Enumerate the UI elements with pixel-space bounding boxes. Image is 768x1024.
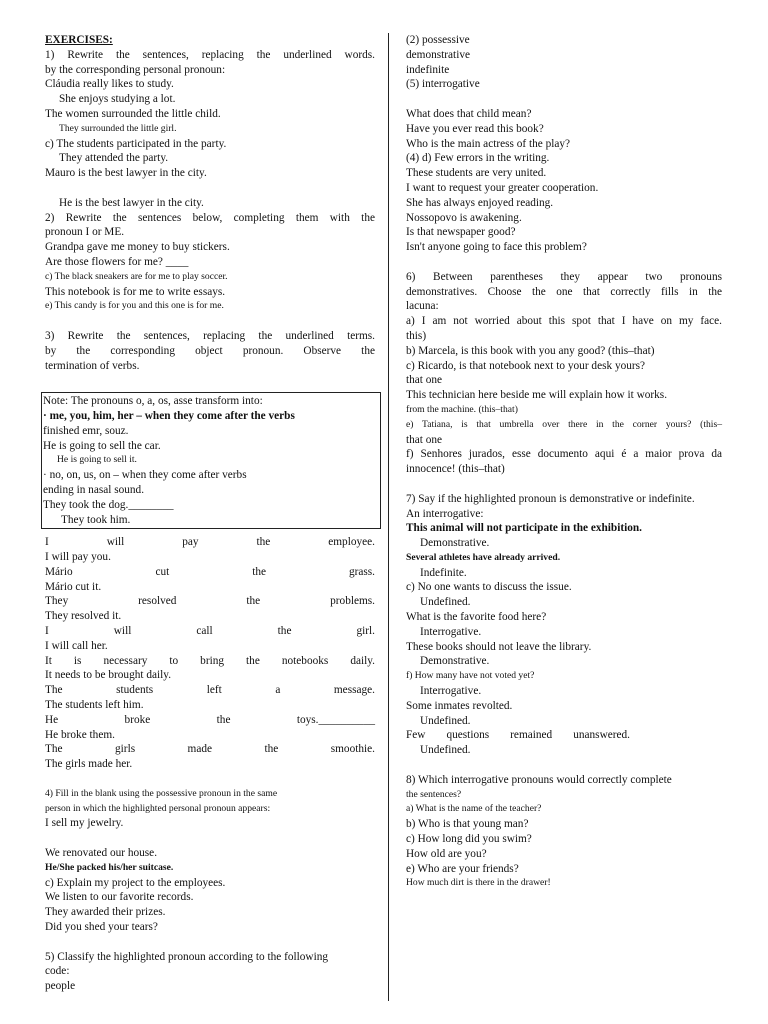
note-box	[41, 392, 381, 529]
text-line: Undefined.	[420, 744, 471, 757]
text-line: They attended the party.	[59, 152, 169, 165]
blank-line	[45, 314, 375, 329]
text-line: Undefined.	[420, 714, 471, 727]
text-line: The students left him.	[45, 699, 144, 712]
blank-line	[45, 831, 375, 846]
text-line: He is going to sell the car.	[43, 439, 161, 452]
text-line: Undefined.	[420, 596, 471, 609]
text-line: Are those flowers for me? ____	[45, 255, 189, 268]
text-line: Mário cut the grass.	[45, 565, 375, 578]
text-line: (5) interrogative	[406, 78, 480, 91]
text-line: innocence! (this–that)	[406, 463, 505, 476]
text-line: He is the best lawyer in the city.	[59, 196, 204, 209]
text-line: Note: The pronouns o, a, os, asse transform into:	[43, 395, 263, 408]
left-column	[45, 33, 375, 994]
text-line: The women surrounded the little child.	[45, 107, 221, 120]
text-line: e) This candy is for you and this one is for me.	[45, 300, 224, 312]
text-line: I will pay the employee.	[45, 536, 375, 549]
text-line: This animal will not participate in the exhibition.	[406, 522, 643, 535]
text-line: 7) Say if the highlighted pronoun is demonstrative or indefinite.	[406, 492, 695, 505]
column-divider	[388, 33, 389, 1001]
text-line: Interrogative.	[420, 685, 482, 698]
text-line: He broke them.	[45, 728, 115, 741]
text-line: 6) Between parentheses they appear two pronouns	[406, 270, 722, 283]
text-line: Nossopovo is awakening.	[406, 211, 522, 224]
text-line: These students are very united.	[406, 167, 547, 180]
text-line: f) Senhores jurados, esse documento aqui é a maior prova da	[406, 448, 722, 461]
text-line: 5) Classify the highlighted pronoun according to the following	[45, 950, 329, 963]
text-line: Isn't anyone going to face this problem?	[406, 241, 587, 254]
text-line: demonstrative	[406, 48, 470, 61]
text-line: c) How long did you swim?	[406, 833, 532, 846]
text-line: What does that child mean?	[406, 107, 532, 120]
text-line: person in which the highlighted personal pronoun appears:	[45, 802, 271, 814]
text-line: Mauro is the best lawyer in the city.	[45, 167, 207, 180]
text-line: These books should not leave the library.	[406, 640, 592, 653]
text-line: She has always enjoyed reading.	[406, 196, 554, 209]
text-line: code:	[45, 965, 70, 978]
text-line: c) Ricardo, is that notebook next to your desk yours?	[406, 359, 646, 372]
text-line: Cláudia really likes to study.	[45, 78, 174, 91]
text-line: that one	[406, 374, 443, 387]
text-line: 1) Rewrite the sentences, replacing the underlined words.	[45, 48, 375, 61]
text-line: The girls made the smoothie.	[45, 743, 375, 756]
blank-line	[406, 758, 722, 773]
text-line: Have you ever read this book?	[406, 122, 544, 135]
text-line: finished emr, souz.	[43, 424, 129, 437]
text-line: This notebook is for me to write essays.	[45, 285, 226, 298]
text-line: this)	[406, 329, 427, 342]
text-line: They took him.	[61, 513, 131, 526]
text-line: I will pay you.	[45, 551, 111, 564]
text-line: c) The students participated in the party.	[45, 137, 227, 150]
text-line: b) Marcela, is this book with you any good? (this–that)	[406, 344, 655, 357]
text-line: 8) Which interrogative pronouns would correctly complete	[406, 773, 672, 786]
text-line: 2) Rewrite the sentences below, completing them with the	[45, 211, 375, 224]
text-line: Did you shed your tears?	[45, 921, 158, 934]
text-line: ending in nasal sound.	[43, 483, 145, 496]
text-line: How much dirt is there in the drawer!	[406, 877, 551, 889]
text-line: 3) Rewrite the sentences, replacing the underlined terms.	[45, 329, 375, 342]
text-line: We listen to our favorite records.	[45, 891, 194, 904]
text-line: Is that newspaper good?	[406, 226, 516, 239]
text-line: It is necessary to bring the notebooks daily.	[45, 654, 375, 667]
text-line: It needs to be brought daily.	[45, 669, 172, 682]
text-line: by the corresponding object pronoun. Observe the	[45, 344, 375, 357]
blank-line	[45, 772, 375, 787]
text-line: b) Who is that young man?	[406, 818, 529, 831]
text-line: She enjoys studying a lot.	[59, 93, 176, 106]
text-line: Several athletes have already arrived.	[406, 551, 561, 563]
text-line: Demonstrative.	[420, 655, 490, 668]
text-line: I will call the girl.	[45, 625, 375, 638]
text-line: that one	[406, 433, 443, 446]
text-line: Few questions remained unanswered.	[406, 729, 630, 742]
text-line: e) Tatiana, is that umbrella over there in the corner yours? (this–	[406, 418, 722, 430]
text-line: · me, you, him, her – when they come after the verbs	[43, 409, 295, 422]
text-line: a) I am not worried about this spot that I have on my face.	[406, 315, 722, 328]
text-line: pronoun I or ME.	[45, 226, 125, 239]
text-line: An interrogative:	[406, 507, 484, 520]
text-line: What is the favorite food here?	[406, 611, 547, 624]
text-line: EXERCISES:	[45, 34, 113, 46]
text-line: Grandpa gave me money to buy stickers.	[45, 241, 230, 254]
text-line: lacuna:	[406, 300, 439, 313]
blank-line	[45, 935, 375, 950]
text-line: f) How many have not voted yet?	[406, 670, 535, 682]
text-line: 4) Fill in the blank using the possessive pronoun in the same	[45, 787, 278, 799]
text-line: Who is the main actress of the play?	[406, 137, 571, 150]
text-line: He/She packed his/her suitcase.	[45, 861, 174, 873]
text-line: They resolved the problems.	[45, 595, 375, 608]
text-line: He is going to sell it.	[57, 454, 137, 466]
text-line: from the machine. (this–that)	[406, 403, 518, 415]
text-line: I want to request your greater cooperation.	[406, 181, 599, 194]
text-line: Demonstrative.	[420, 537, 490, 550]
text-line: the sentences?	[406, 788, 462, 800]
blank-line	[45, 373, 375, 388]
text-line: by the corresponding personal pronoun:	[45, 63, 226, 76]
text-line: Indefinite.	[420, 566, 467, 579]
text-line: Mário cut it.	[45, 580, 102, 593]
text-line: I will call her.	[45, 639, 108, 652]
text-line: They awarded their prizes.	[45, 906, 166, 919]
right-column	[406, 33, 722, 891]
blank-line	[406, 92, 722, 107]
text-line: Interrogative.	[420, 625, 482, 638]
text-line: (4) d) Few errors in the writing.	[406, 152, 550, 165]
text-line: He broke the toys.__________	[45, 713, 375, 726]
blank-line	[406, 477, 722, 492]
text-line: e) Who are your friends?	[406, 862, 519, 875]
text-line: How old are you?	[406, 847, 487, 860]
text-line: Some inmates revolted.	[406, 699, 513, 712]
text-line: · no, on, us, on – when they come after verbs	[43, 469, 247, 482]
text-line: The students left a message.	[45, 684, 375, 697]
text-line: They resolved it.	[45, 610, 122, 623]
text-line: c) The black sneakers are for me to play soccer.	[45, 270, 228, 282]
text-line: termination of verbs.	[45, 359, 140, 372]
text-line: This technician here beside me will explain how it works.	[406, 389, 668, 402]
text-line: (2) possessive	[406, 34, 470, 46]
blank-line	[406, 255, 722, 270]
text-line: c) Explain my project to the employees.	[45, 876, 226, 889]
text-line: demonstratives. Choose the one that correctly fills in the	[406, 285, 722, 298]
text-line: c) No one wants to discuss the issue.	[406, 581, 572, 594]
text-line: The girls made her.	[45, 758, 133, 771]
text-line: They surrounded the little girl.	[59, 122, 177, 134]
text-line: indefinite	[406, 63, 450, 76]
blank-line	[45, 181, 375, 196]
text-line: people	[45, 980, 76, 993]
text-line: I sell my jewelry.	[45, 817, 124, 830]
text-line: They took the dog.________	[43, 498, 174, 511]
text-line: a) What is the name of the teacher?	[406, 803, 542, 815]
text-line: We renovated our house.	[45, 847, 158, 860]
